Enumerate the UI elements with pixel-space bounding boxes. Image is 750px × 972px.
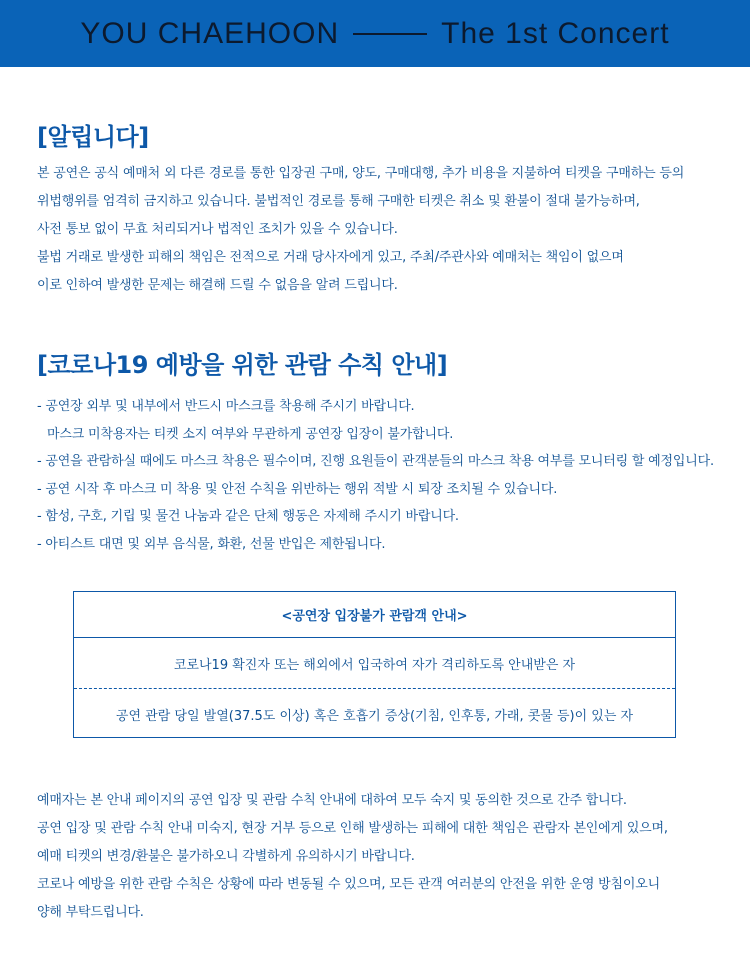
closing-line: 예매 티켓의 변경/환불은 불가하오니 각별하게 유의하시기 바랍니다.: [37, 849, 415, 864]
rule-item: - 공연을 관람하실 때에도 마스크 착용은 필수이며, 진행 요원들이 관객분들의 마스크 착용 여부를 모니터링 할 예정입니다.: [37, 454, 714, 469]
concert-banner: [0, 0, 750, 67]
closing-line: 공연 입장 및 관람 수칙 안내 미숙지, 현장 거부 등으로 인해 발생하는 피해에 대한 책임은 관람자 본인에게 있으며,: [37, 821, 668, 836]
rules-heading: [코로나19 예방을 위한 관람 수칙 안내]: [37, 351, 448, 379]
banner-divider: [353, 33, 427, 35]
closing-line: 코로나 예방을 위한 관람 수칙은 상황에 따라 변동될 수 있으며, 모든 관객 여러분의 안전을 위한 운영 방침이오니: [37, 877, 660, 892]
closing-line: 예매자는 본 안내 페이지의 공연 입장 및 관람 수칙 안내에 대하여 모두 숙지 및 동의한 것으로 간주 합니다.: [37, 793, 627, 808]
banner-artist-name: YOU CHAEHOON: [80, 16, 340, 50]
notice-paragraph: [37, 160, 684, 300]
notice-line: 불법 거래로 발생한 피해의 책임은 전적으로 거래 당사자에게 있고, 주최/주관사와 예매처는 책임이 없으며: [37, 250, 624, 265]
rule-item: - 아티스트 대면 및 외부 음식물, 화환, 선물 반입은 제한됩니다.: [37, 536, 386, 552]
notice-line: 사전 통보 없이 무효 처리되거나 법적인 조치가 있을 수 있습니다.: [37, 222, 398, 237]
notice-line: 이로 인하여 발생한 문제는 해결해 드릴 수 없음을 알려 드립니다.: [37, 278, 398, 293]
notice-line: 본 공연은 공식 예매처 외 다른 경로를 통한 입장권 구매, 양도, 구매대행, 추가 비용을 지불하여 티켓을 구매하는 등의: [37, 166, 685, 181]
closing-line: 양해 부탁드립니다.: [37, 905, 144, 920]
rule-item: - 공연장 외부 및 내부에서 반드시 마스크를 착용해 주시기 바랍니다.: [37, 399, 415, 414]
rule-item-continued: 마스크 미착용자는 티켓 소지 여부와 무관하게 공연장 입장이 불가합니다.: [47, 426, 454, 442]
rule-item: - 공연 시작 후 마스크 미 착용 및 안전 수칙을 위반하는 행위 적발 시 퇴장 조치될 수 있습니다.: [37, 481, 558, 497]
rules-list: [37, 393, 714, 558]
entry-restriction-box: [73, 591, 676, 738]
closing-paragraph: [37, 787, 668, 927]
banner-concert-title: The 1st Concert: [441, 16, 670, 50]
notice-line: 위법행위를 엄격히 금지하고 있습니다. 불법적인 경로를 통해 구매한 티켓은 취소 및 환불이 절대 불가능하며,: [37, 194, 640, 209]
restriction-row: 코로나19 확진자 또는 해외에서 입국하여 자가 격리하도록 안내받은 자: [74, 638, 675, 689]
restriction-box-title: <공연장 입장불가 관람객 안내>: [74, 592, 675, 638]
notice-heading: [알립니다]: [37, 123, 149, 151]
restriction-row: 공연 관람 당일 발열(37.5도 이상) 혹은 호흡기 증상(기침, 인후통, 가래, 콧물 등)이 있는 자: [115, 708, 634, 724]
rule-item: - 함성, 구호, 기립 및 물건 나눔과 같은 단체 행동은 자제해 주시기 바랍니다.: [37, 509, 459, 524]
